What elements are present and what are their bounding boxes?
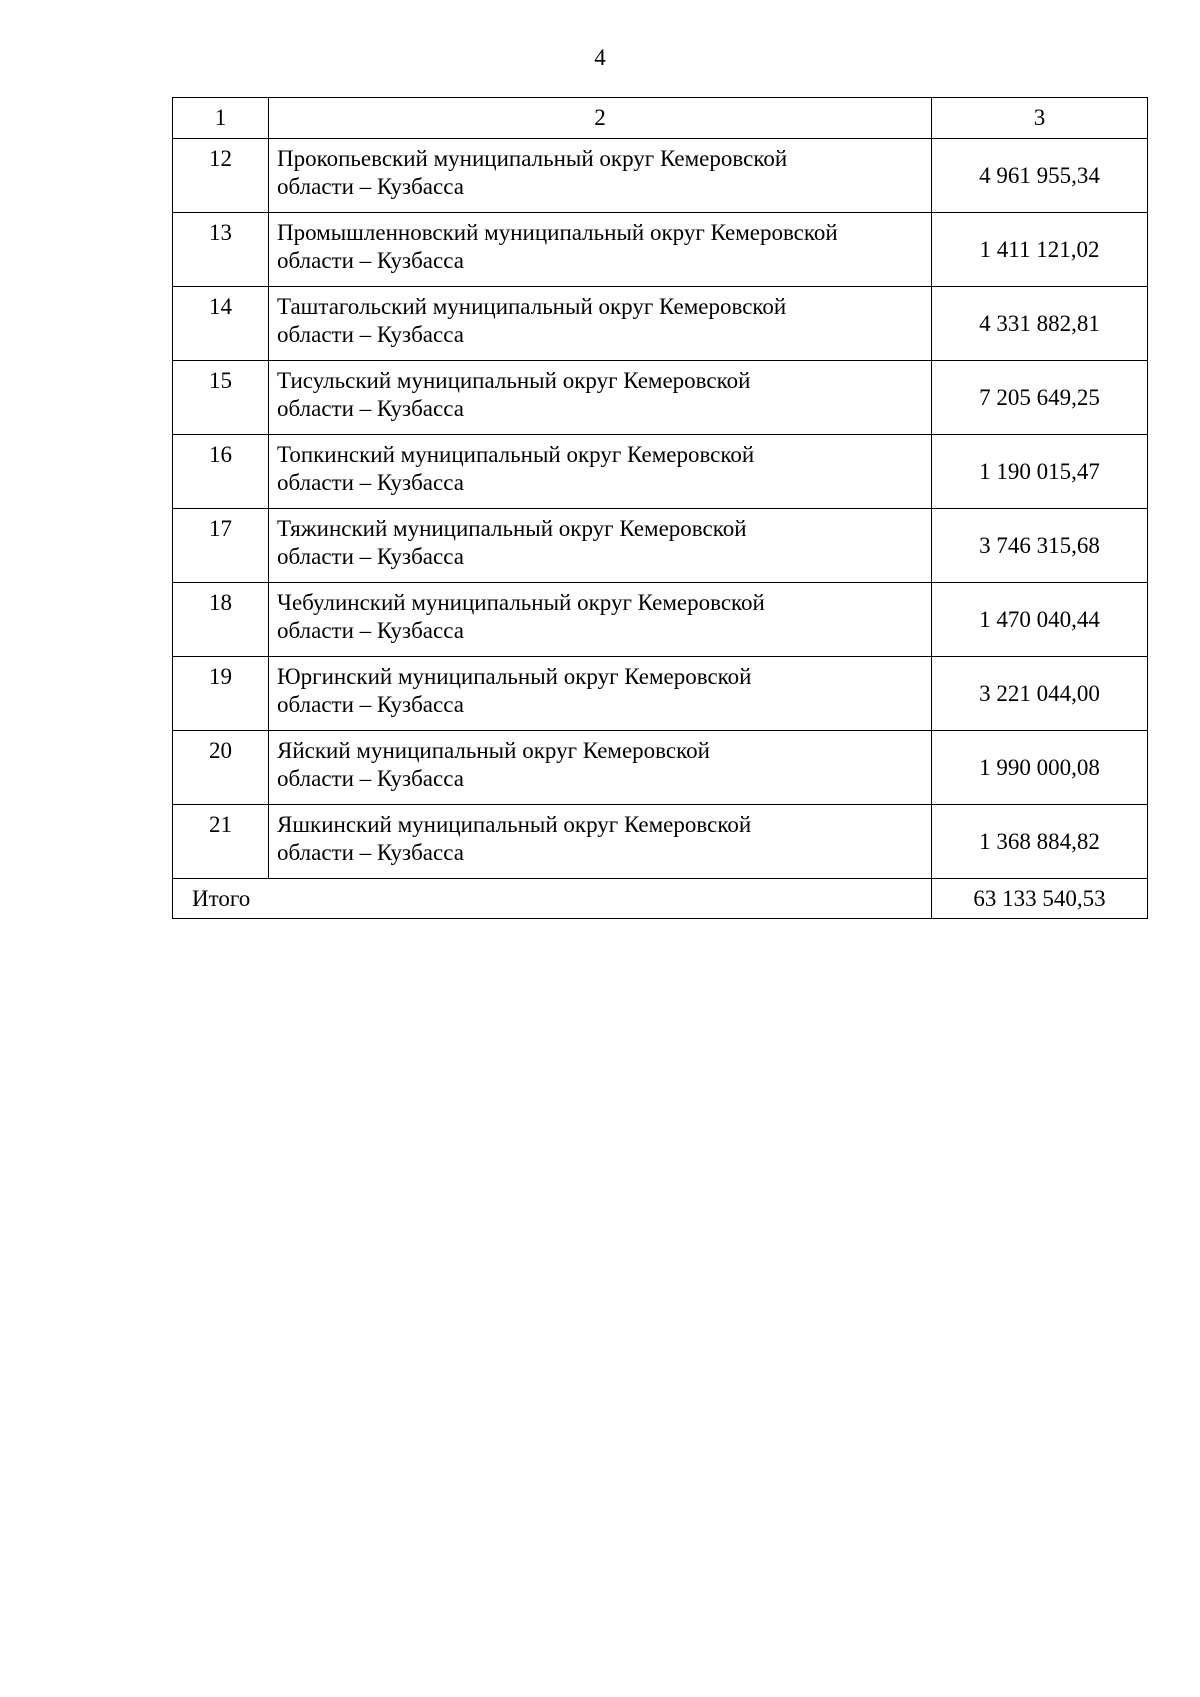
name-line: Тисульский муниципальный округ Кемеровской xyxy=(277,368,751,393)
name-line: области – Кузбасса xyxy=(277,174,464,199)
table-row xyxy=(173,509,1148,583)
amount-cell: 1 470 040,44 xyxy=(932,583,1148,657)
municipality-name xyxy=(269,657,932,731)
table-row xyxy=(173,435,1148,509)
total-value: 63 133 540,53 xyxy=(932,879,1148,919)
municipality-name xyxy=(269,509,932,583)
name-line: Таштагольский муниципальный округ Кемеровской xyxy=(277,294,787,319)
table-row xyxy=(173,805,1148,879)
name-line: области – Кузбасса xyxy=(277,766,464,791)
total-label: Итого xyxy=(173,879,932,919)
row-number: 20 xyxy=(173,731,269,805)
name-line: Чебулинский муниципальный округ Кемеровской xyxy=(277,590,765,615)
row-number: 14 xyxy=(173,287,269,361)
row-number: 15 xyxy=(173,361,269,435)
table-header-row xyxy=(173,98,1148,139)
name-line: области – Кузбасса xyxy=(277,248,464,273)
municipality-name xyxy=(269,435,932,509)
amount-cell: 4 331 882,81 xyxy=(932,287,1148,361)
municipality-name xyxy=(269,731,932,805)
municipality-name xyxy=(269,213,932,287)
row-number: 17 xyxy=(173,509,269,583)
page-number: 4 xyxy=(594,45,606,70)
amount-cell: 7 205 649,25 xyxy=(932,361,1148,435)
name-line: области – Кузбасса xyxy=(277,396,464,421)
row-number: 13 xyxy=(173,213,269,287)
amount-cell: 4 961 955,34 xyxy=(932,139,1148,213)
amount-cell: 1 411 121,02 xyxy=(932,213,1148,287)
name-line: Прокопьевский муниципальный округ Кемеровской xyxy=(277,146,788,171)
name-line: Яйский муниципальный округ Кемеровской xyxy=(277,738,710,763)
amount-cell: 1 368 884,82 xyxy=(932,805,1148,879)
name-line: области – Кузбасса xyxy=(277,544,464,569)
municipality-name xyxy=(269,805,932,879)
table-row xyxy=(173,583,1148,657)
column-header-3: 3 xyxy=(932,98,1148,139)
table-row xyxy=(173,139,1148,213)
amount-cell: 1 990 000,08 xyxy=(932,731,1148,805)
name-line: Топкинский муниципальный округ Кемеровской xyxy=(277,442,755,467)
table-row xyxy=(173,361,1148,435)
municipality-name xyxy=(269,139,932,213)
name-line: области – Кузбасса xyxy=(277,322,464,347)
row-number: 12 xyxy=(173,139,269,213)
name-line: области – Кузбасса xyxy=(277,692,464,717)
row-number: 19 xyxy=(173,657,269,731)
row-number: 21 xyxy=(173,805,269,879)
amount-cell: 3 746 315,68 xyxy=(932,509,1148,583)
name-line: Тяжинский муниципальный округ Кемеровской xyxy=(277,516,747,541)
column-header-2: 2 xyxy=(269,98,932,139)
table-row xyxy=(173,731,1148,805)
row-number: 18 xyxy=(173,583,269,657)
table-row xyxy=(173,657,1148,731)
name-line: области – Кузбасса xyxy=(277,618,464,643)
table-row xyxy=(173,213,1148,287)
table-row xyxy=(173,287,1148,361)
municipality-name xyxy=(269,287,932,361)
municipality-name xyxy=(269,361,932,435)
name-line: области – Кузбасса xyxy=(277,840,464,865)
column-header-1: 1 xyxy=(173,98,269,139)
amount-cell: 3 221 044,00 xyxy=(932,657,1148,731)
total-row xyxy=(173,879,1148,919)
allocation-table xyxy=(172,97,1148,919)
row-number: 16 xyxy=(173,435,269,509)
municipality-name xyxy=(269,583,932,657)
name-line: Юргинский муниципальный округ Кемеровской xyxy=(277,664,752,689)
name-line: Яшкинский муниципальный округ Кемеровской xyxy=(277,812,752,837)
amount-cell: 1 190 015,47 xyxy=(932,435,1148,509)
name-line: Промышленновский муниципальный округ Кемеровской xyxy=(277,220,838,245)
name-line: области – Кузбасса xyxy=(277,470,464,495)
